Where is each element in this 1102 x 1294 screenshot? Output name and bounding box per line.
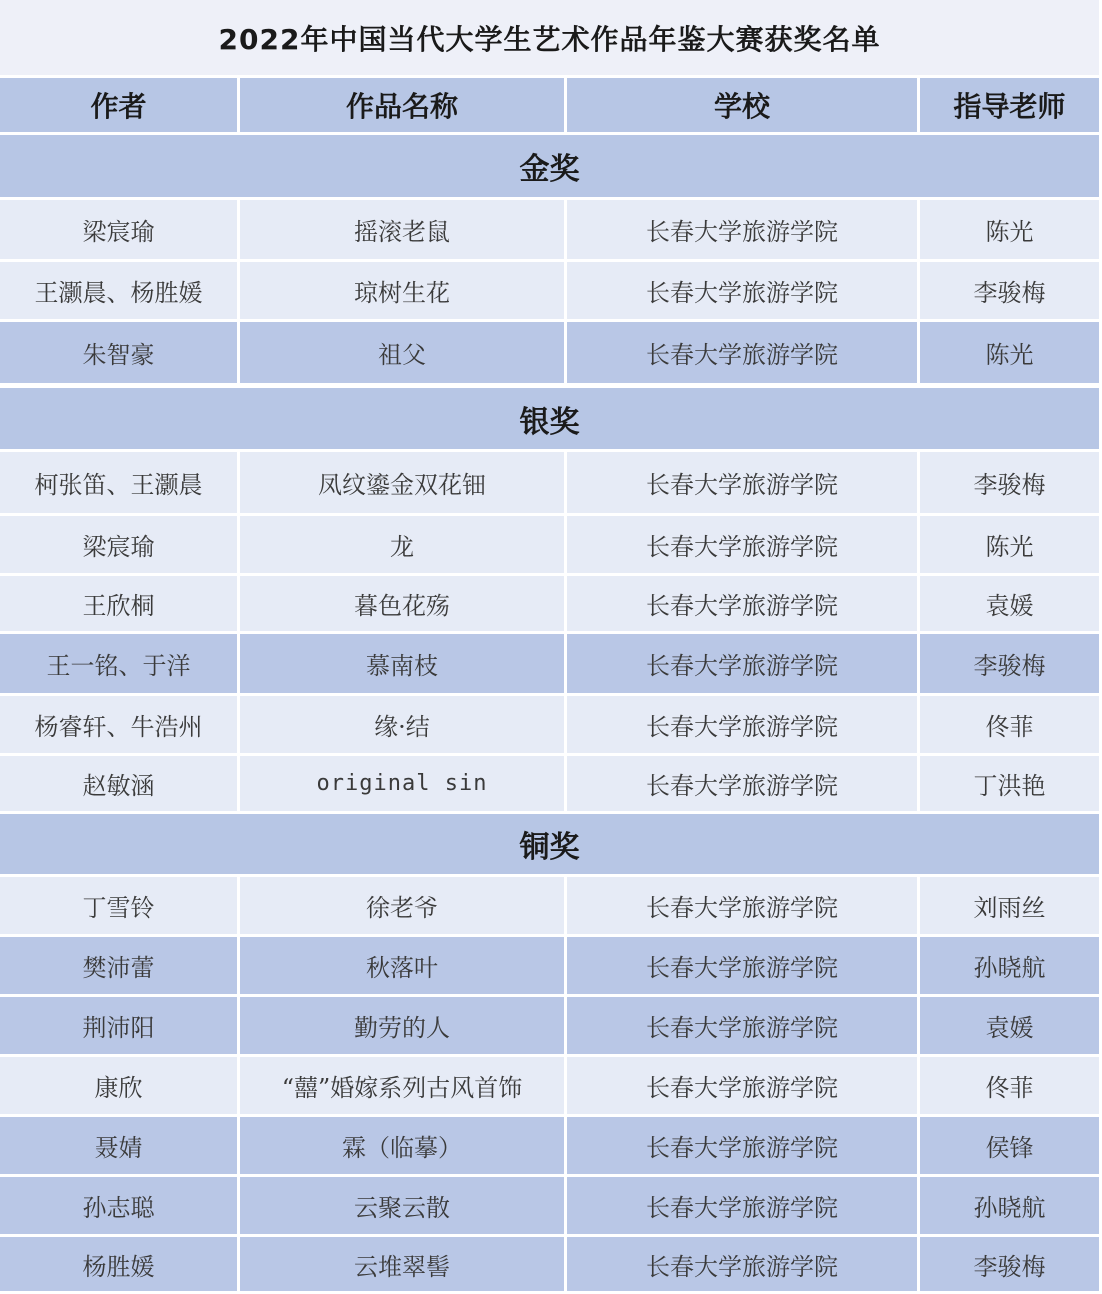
cell-school: 长春大学旅游学院 [567,1057,920,1117]
cell-author: 丁雪铃 [0,877,240,937]
cell-work: 龙 [240,516,567,576]
cell-teacher: 袁媛 [920,576,1102,634]
cell-teacher: 丁洪艳 [920,756,1102,814]
cell-school: 长春大学旅游学院 [567,997,920,1057]
cell-author: 柯张笛、王灏晨 [0,452,240,516]
cell-work: 凤纹鎏金双花钿 [240,452,567,516]
cell-author: 孙志聪 [0,1177,240,1237]
cell-school: 长春大学旅游学院 [567,1177,920,1237]
cell-teacher: 李骏梅 [920,634,1102,696]
cell-work: 琼树生花 [240,262,567,322]
cell-school: 长春大学旅游学院 [567,634,920,696]
cell-teacher: 陈光 [920,322,1102,386]
cell-teacher: 佟菲 [920,1057,1102,1117]
header-school: 学校 [567,78,920,135]
cell-school: 长春大学旅游学院 [567,696,920,756]
cell-work: 云聚云散 [240,1177,567,1237]
cell-author: 杨睿轩、牛浩州 [0,696,240,756]
cell-author: 赵敏涵 [0,756,240,814]
section-header: 铜奖 [0,814,1102,877]
cell-school: 长春大学旅游学院 [567,322,920,386]
cell-teacher: 李骏梅 [920,452,1102,516]
header-author: 作者 [0,78,240,135]
cell-school: 长春大学旅游学院 [567,756,920,814]
cell-work: “囍”婚嫁系列古风首饰 [240,1057,567,1117]
cell-teacher: 刘雨丝 [920,877,1102,937]
cell-school: 长春大学旅游学院 [567,516,920,576]
cell-work: 勤劳的人 [240,997,567,1057]
table-title: 2022年中国当代大学生艺术作品年鉴大赛获奖名单 [0,0,1102,78]
cell-author: 王一铭、于洋 [0,634,240,696]
cell-teacher: 孙晓航 [920,1177,1102,1237]
cell-author: 朱智豪 [0,322,240,386]
cell-teacher: 侯锋 [920,1117,1102,1177]
cell-author: 康欣 [0,1057,240,1117]
cell-author: 樊沛蕾 [0,937,240,997]
cell-author: 王欣桐 [0,576,240,634]
cell-school: 长春大学旅游学院 [567,262,920,322]
cell-school: 长春大学旅游学院 [567,1117,920,1177]
section-header: 金奖 [0,135,1102,200]
cell-teacher: 陈光 [920,516,1102,576]
cell-work: 秋落叶 [240,937,567,997]
section-header: 银奖 [0,388,1102,452]
cell-author: 杨胜媛 [0,1237,240,1294]
cell-teacher: 孙晓航 [920,937,1102,997]
cell-school: 长春大学旅游学院 [567,200,920,262]
cell-school: 长春大学旅游学院 [567,452,920,516]
cell-work: 暮色花殇 [240,576,567,634]
cell-work: 缘·结 [240,696,567,756]
cell-author: 梁宸瑜 [0,516,240,576]
cell-author: 梁宸瑜 [0,200,240,262]
cell-work: 摇滚老鼠 [240,200,567,262]
cell-work: 祖父 [240,322,567,386]
cell-school: 长春大学旅游学院 [567,877,920,937]
cell-school: 长春大学旅游学院 [567,576,920,634]
cell-author: 聂婧 [0,1117,240,1177]
cell-work: 霖（临摹） [240,1117,567,1177]
cell-teacher: 李骏梅 [920,1237,1102,1294]
cell-teacher: 佟菲 [920,696,1102,756]
cell-school: 长春大学旅游学院 [567,937,920,997]
cell-teacher: 袁媛 [920,997,1102,1057]
cell-author: 荆沛阳 [0,997,240,1057]
cell-teacher: 陈光 [920,200,1102,262]
cell-work: 慕南枝 [240,634,567,696]
cell-work: 云堆翠髻 [240,1237,567,1294]
cell-teacher: 李骏梅 [920,262,1102,322]
cell-work: original sin [240,756,567,814]
cell-work: 徐老爷 [240,877,567,937]
header-teacher: 指导老师 [920,78,1102,135]
cell-author: 王灏晨、杨胜媛 [0,262,240,322]
header-work: 作品名称 [240,78,567,135]
cell-school: 长春大学旅游学院 [567,1237,920,1294]
